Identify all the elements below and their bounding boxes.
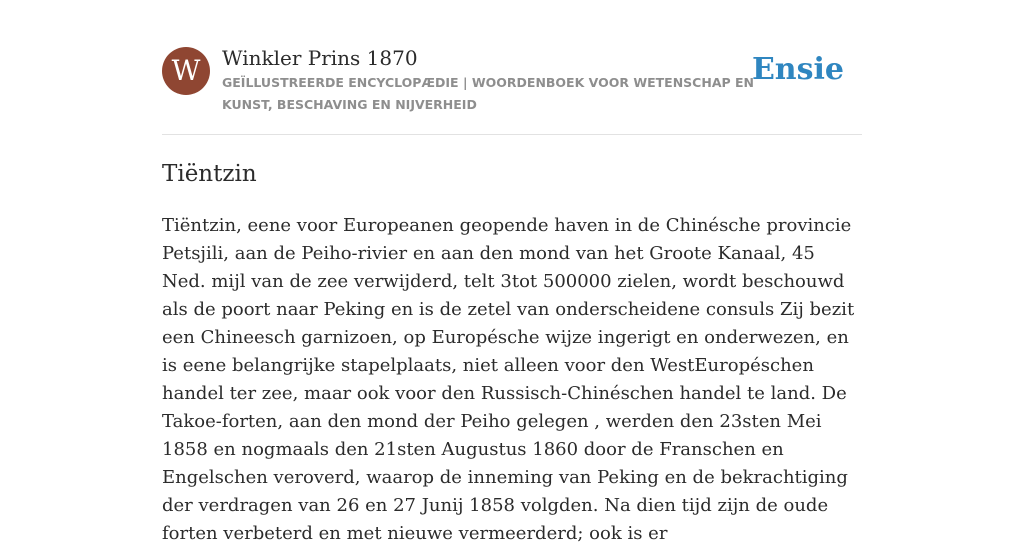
article-title: Tiëntzin — [162, 161, 257, 187]
source-avatar[interactable]: W — [162, 47, 210, 95]
entry-page — [162, 0, 862, 544]
ensie-logo[interactable]: Ensie — [751, 52, 844, 87]
source-info — [222, 44, 762, 116]
source-title[interactable]: Winkler Prins 1870 — [222, 46, 418, 70]
article-body: Tiëntzin, eene voor Europeanen geopende haven in de Chinésche provincie Petsjili, aan de Peiho-rivier en aan den mond van het Groote Kanaal, 45 Ned. mijl van de zee verwijderd, telt 3tot 500000 zielen, wordt beschouwd als de poort naar Peking en is de zetel van onderscheidene consuls Zij bezit een Chineesch garnizoen, op Europésche wijze ingerigt en onderwezen, en is eene belangrijke stapelplaats, niet alleen voor den WestEuropéschen handel ter zee, maar ook voor den Russisch-Chinéschen handel te land. De Takoe-forten, aan den mond der Peiho gelegen , werden den 23sten Mei 1858 en nogmaals den 21sten Augustus 1860 door de Franschen en Engelschen veroverd, waarop de inneming van Peking en de bekrachtiging der verdragen van 26 en 27 Junij 1858 volgden. Na dien tijd zijn de oude forten verbeterd en met nieuwe vermeerderd; ook is er — [162, 215, 855, 544]
source-header — [162, 0, 862, 135]
source-subtitle: GEÏLLUSTREERDE ENCYCLOPÆDIE | WOORDENBOEK VOOR WETENSCHAP EN KUNST, BESCHAVING EN NIJVERHEID — [222, 75, 755, 112]
